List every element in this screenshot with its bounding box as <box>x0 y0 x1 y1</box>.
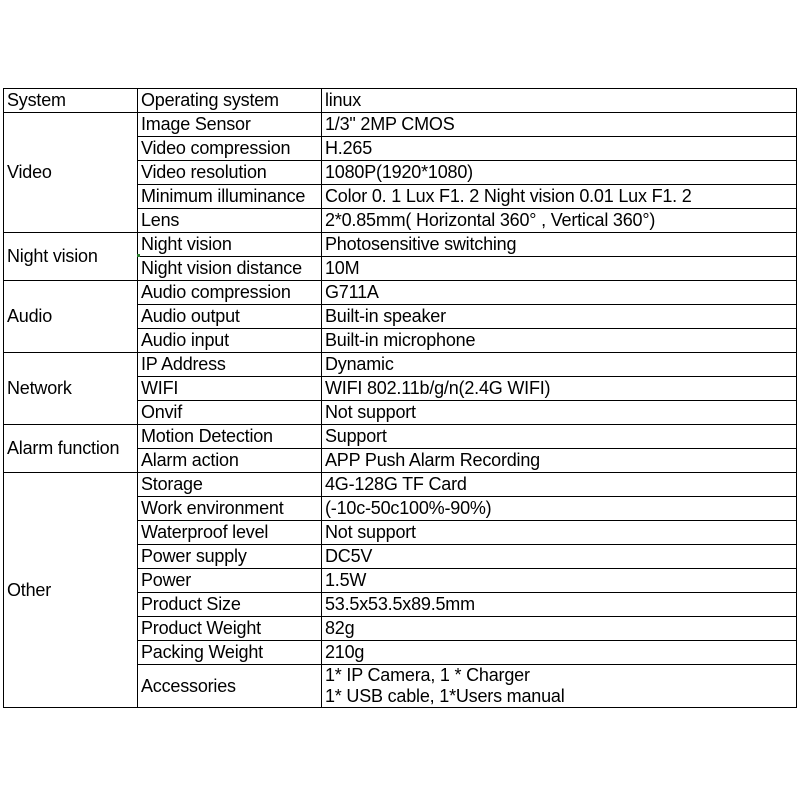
spec-name: Video resolution <box>138 161 322 185</box>
spec-name: Operating system <box>138 89 322 113</box>
spec-value: Built-in speaker <box>322 305 797 329</box>
table-row <box>4 233 797 257</box>
spec-name: Power supply <box>138 545 322 569</box>
spec-name: Packing Weight <box>138 641 322 665</box>
spec-name: Night vision distance <box>138 257 322 281</box>
spec-value: Not support <box>322 521 797 545</box>
spec-value: DC5V <box>322 545 797 569</box>
spec-value: Support <box>322 425 797 449</box>
spec-value: Not support <box>322 401 797 425</box>
spec-name: Onvif <box>138 401 322 425</box>
spec-name: Work environment <box>138 497 322 521</box>
spec-name: Minimum illuminance <box>138 185 322 209</box>
spec-value: Color 0. 1 Lux F1. 2 Night vision 0.01 Lux F1. 2 <box>322 185 797 209</box>
spec-value: G711A <box>322 281 797 305</box>
spec-name: IP Address <box>138 353 322 377</box>
category-night-vision: Night vision <box>4 233 138 281</box>
spec-value: 1.5W <box>322 569 797 593</box>
spec-name: Accessories <box>138 665 322 708</box>
category-system: System <box>4 89 138 113</box>
category-alarm-function: Alarm function <box>4 425 138 473</box>
table-row <box>4 353 797 377</box>
spec-name: Power <box>138 569 322 593</box>
table-row <box>4 425 797 449</box>
spec-value: (-10c-50c100%-90%) <box>322 497 797 521</box>
spec-value: 1/3" 2MP CMOS <box>322 113 797 137</box>
spec-name: Product Weight <box>138 617 322 641</box>
spec-name: Storage <box>138 473 322 497</box>
spec-name: WIFI <box>138 377 322 401</box>
cell-comment-marker <box>137 254 140 257</box>
spec-value: APP Push Alarm Recording <box>322 449 797 473</box>
spec-value: WIFI 802.11b/g/n(2.4G WIFI) <box>322 377 797 401</box>
table-row <box>4 113 797 137</box>
category-audio: Audio <box>4 281 138 353</box>
spec-name: Image Sensor <box>138 113 322 137</box>
spec-value: 10M <box>322 257 797 281</box>
table-row <box>4 473 797 497</box>
spec-value: 53.5x53.5x89.5mm <box>322 593 797 617</box>
spec-value: 1080P(1920*1080) <box>322 161 797 185</box>
spec-name: Audio output <box>138 305 322 329</box>
spec-table <box>3 88 797 708</box>
category-other: Other <box>4 473 138 708</box>
table-row <box>4 89 797 113</box>
spec-value: Dynamic <box>322 353 797 377</box>
spec-value: 2*0.85mm( Horizontal 360° , Vertical 360°) <box>322 209 797 233</box>
accessories-line: 1* USB cable, 1*Users manual <box>325 686 565 706</box>
spec-value: Built-in microphone <box>322 329 797 353</box>
category-network: Network <box>4 353 138 425</box>
spec-value: H.265 <box>322 137 797 161</box>
spec-value: linux <box>322 89 797 113</box>
spec-name: Product Size <box>138 593 322 617</box>
category-video: Video <box>4 113 138 233</box>
spec-name: Video compression <box>138 137 322 161</box>
spec-name: Motion Detection <box>138 425 322 449</box>
spec-name: Audio input <box>138 329 322 353</box>
spec-name: Waterproof level <box>138 521 322 545</box>
spec-name: Lens <box>138 209 322 233</box>
spec-value: 4G-128G TF Card <box>322 473 797 497</box>
spec-name: Alarm action <box>138 449 322 473</box>
spec-name: Night vision <box>138 233 322 257</box>
spec-value: 210g <box>322 641 797 665</box>
spec-value: Photosensitive switching <box>322 233 797 257</box>
spec-name: Audio compression <box>138 281 322 305</box>
spec-value: 82g <box>322 617 797 641</box>
spec-value-accessories <box>322 665 797 708</box>
table-row <box>4 281 797 305</box>
accessories-line: 1* IP Camera, 1 * Charger <box>325 665 530 685</box>
